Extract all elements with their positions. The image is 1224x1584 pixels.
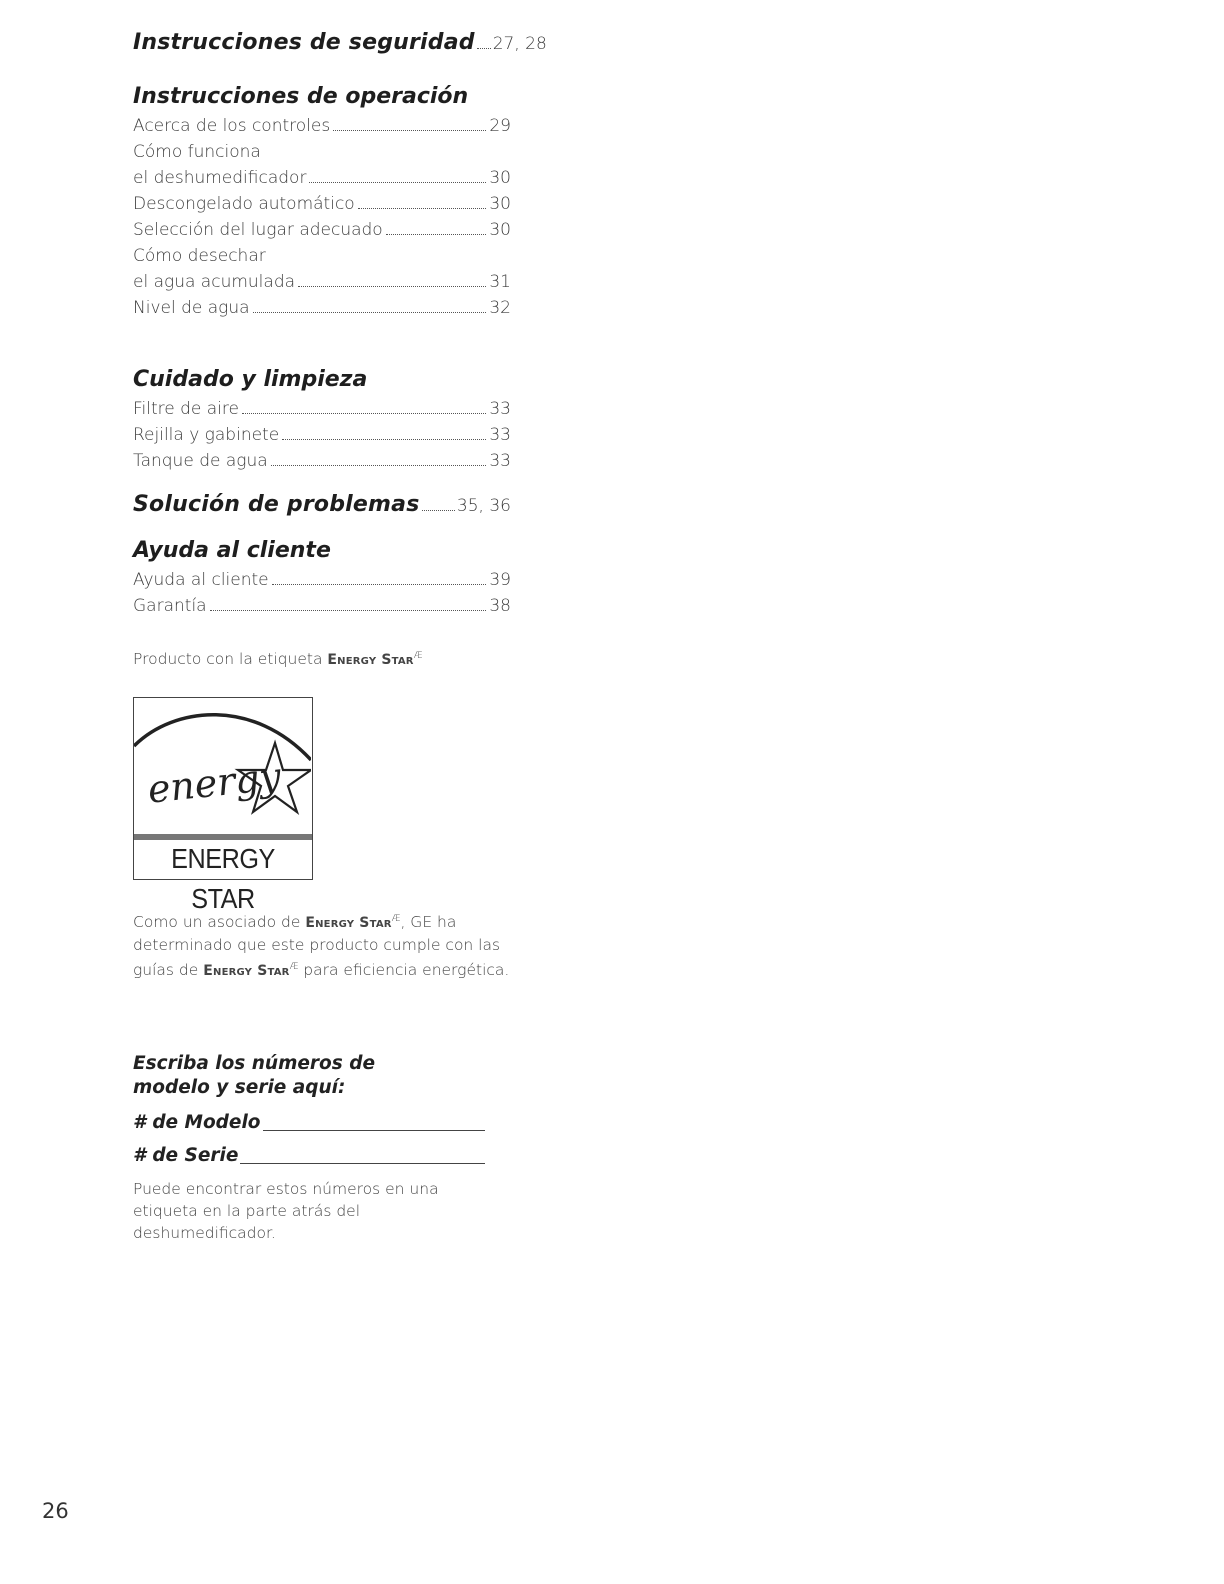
- section-title: Instrucciones de seguridad: [133, 30, 475, 55]
- toc-list-operation: [133, 113, 511, 321]
- model-number-blank[interactable]: [263, 1129, 485, 1131]
- energy-script: energy: [145, 753, 283, 812]
- toc-entry-page: 30: [489, 194, 511, 214]
- toc-entry[interactable]: [133, 217, 511, 243]
- serial-number-blank[interactable]: [240, 1162, 485, 1164]
- serial-title: Escriba los números de modelo y serie aquí:: [133, 1053, 375, 1098]
- toc-entry-label: Selección del lugar adecuado: [133, 220, 383, 240]
- section-pages: 35, 36: [456, 496, 511, 516]
- toc-column: [133, 30, 547, 671]
- section-title-care: Cuidado y limpieza: [133, 367, 368, 392]
- dot-leader: [210, 610, 487, 611]
- dot-leader: [358, 208, 487, 209]
- toc-entry-label: el deshumedificador: [133, 168, 307, 188]
- toc-entry-page: 32: [489, 298, 511, 318]
- toc-entry[interactable]: [133, 448, 511, 474]
- energy-partner-text: Como un asociado de Energy Star$^Æ$, GE ha determinado que este producto cumple con las guías de Energy Star$^Æ$ para eficiencia energética.: [133, 913, 510, 980]
- toc-entry[interactable]: [133, 113, 511, 139]
- toc-entry-label: Rejilla y gabinete: [133, 425, 280, 445]
- toc-heading-troubleshooting[interactable]: [133, 492, 511, 528]
- dot-leader: [422, 510, 455, 511]
- toc-entry-label: el agua acumulada: [133, 272, 296, 292]
- toc-entry[interactable]: [133, 295, 511, 321]
- serial-number-field[interactable]: [133, 1145, 485, 1166]
- toc-list-customer: [133, 567, 511, 619]
- dot-leader: [271, 465, 487, 466]
- toc-entry-label: Nivel de agua: [133, 298, 250, 318]
- energy-star-mark: Æ: [413, 651, 423, 661]
- toc-entry-page: 39: [489, 570, 511, 590]
- toc-entry[interactable]: [133, 269, 511, 295]
- toc-entry[interactable]: [133, 593, 511, 619]
- toc-entry-label: Garantía: [133, 596, 207, 616]
- toc-entry-label: Cómo desechar: [133, 246, 266, 266]
- dot-leader: [242, 413, 486, 414]
- toc-entry[interactable]: [133, 396, 511, 422]
- toc-entry-page: 29: [489, 116, 511, 136]
- toc-entry-label: Cómo funciona: [133, 142, 261, 162]
- toc-entry-label: Ayuda al cliente: [133, 570, 269, 590]
- toc-list-care: [133, 396, 511, 474]
- section-title-operation: Instrucciones de operación: [133, 84, 469, 109]
- toc-entry-page: 33: [489, 425, 511, 445]
- dot-leader: [272, 584, 487, 585]
- energy-star-logo: [133, 697, 313, 914]
- toc-entry[interactable]: [133, 191, 511, 217]
- toc-entry-label: Tanque de agua: [133, 451, 268, 471]
- toc-entry-page: 33: [489, 399, 511, 419]
- serial-note: Puede encontrar estos números en una etiqueta en la parte atrás del deshumedificador.: [133, 1180, 439, 1242]
- toc-entry-label: Descongelado automático: [133, 194, 355, 214]
- dot-leader: [253, 312, 487, 313]
- dot-leader: [386, 234, 487, 235]
- energy-star-logo-text: ENERGY STAR: [171, 843, 275, 914]
- section-title-customer: Ayuda al cliente: [133, 538, 331, 563]
- page-number: 26: [42, 1499, 69, 1523]
- dot-leader: [282, 439, 486, 440]
- energy-star-emblem-icon: [134, 698, 311, 834]
- toc-entry-page: 30: [489, 168, 511, 188]
- model-number-field[interactable]: [133, 1112, 485, 1133]
- serial-number-label: # de Serie: [133, 1145, 239, 1166]
- section-pages: 27, 28: [492, 34, 547, 54]
- toc-entry[interactable]: [133, 422, 511, 448]
- serial-section: [133, 1052, 513, 1244]
- dot-leader: [309, 182, 486, 183]
- toc-entry-page: 31: [489, 272, 511, 292]
- dot-leader: [333, 130, 486, 131]
- energy-label-line: Producto con la etiqueta Energy Star$^Æ$: [133, 650, 423, 669]
- model-number-label: # de Modelo: [133, 1112, 261, 1133]
- toc-entry-page: 30: [489, 220, 511, 240]
- toc-entry-label: Acerca de los controles: [133, 116, 331, 136]
- toc-heading-safety[interactable]: [133, 30, 547, 66]
- toc-entry-page: 33: [489, 451, 511, 471]
- dot-leader: [477, 48, 491, 49]
- toc-entry-page: 38: [489, 596, 511, 616]
- dot-leader: [298, 286, 486, 287]
- toc-entry[interactable]: [133, 567, 511, 593]
- energy-star-brand: Energy Star: [327, 652, 414, 669]
- toc-entry-label: Filtre de aire: [133, 399, 240, 419]
- section-title: Solución de problemas: [133, 492, 420, 517]
- toc-entry[interactable]: [133, 165, 511, 191]
